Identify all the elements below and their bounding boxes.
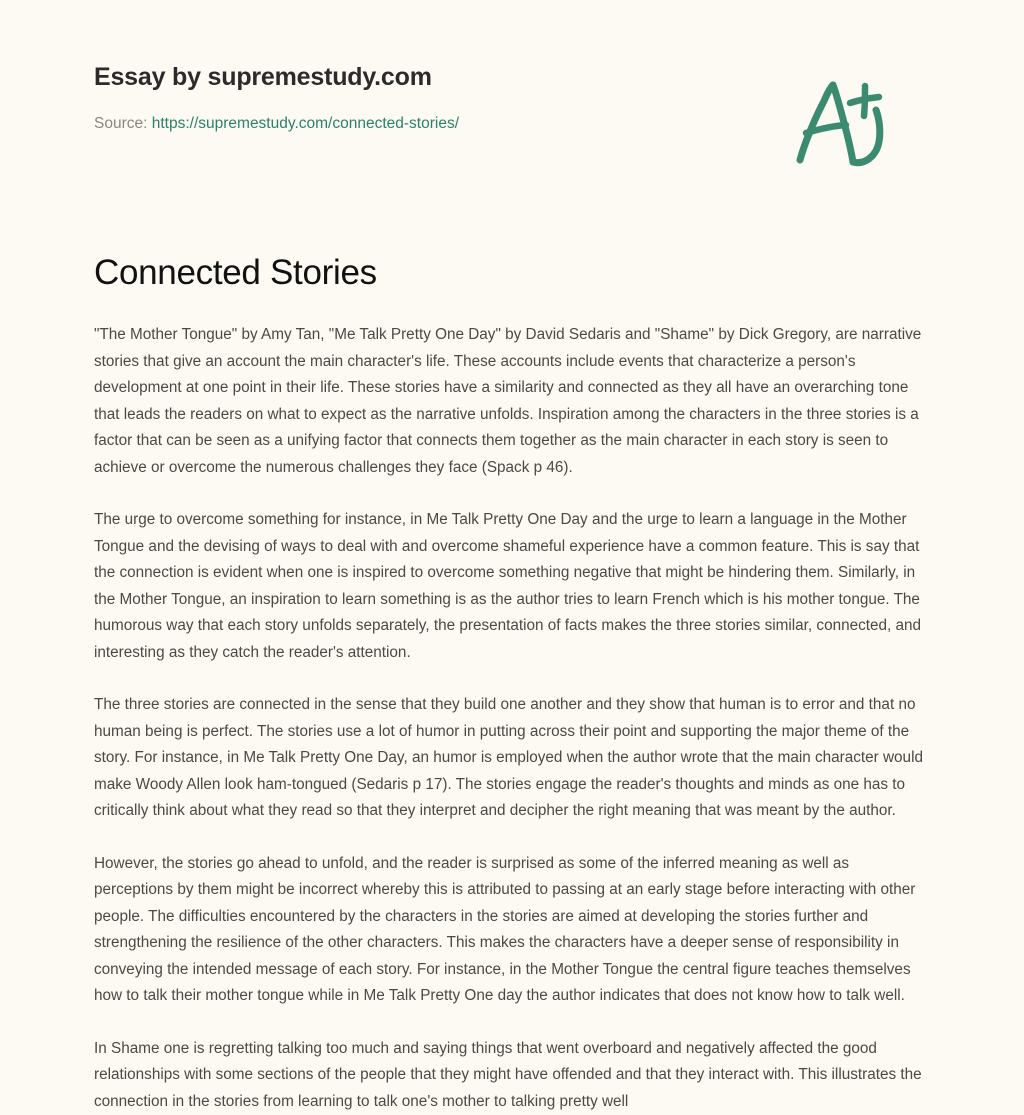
page-header xyxy=(0,0,1024,178)
page-title: Connected Stories xyxy=(94,252,930,294)
header-text-block xyxy=(94,62,459,134)
paragraph: However, the stories go ahead to unfold, and the reader is surprised as some of the inferred meaning as well as perceptions by them might be incorrect whereby this is attributed to passing at an early stage before interacting with other people. The difficulties encountered by the characters in the stories are aimed at developing the stories further and strengthening the resilience of the other characters. This makes the characters have a deeper sense of responsibility in conveying the intended message of each story. For instance, in the Mother Tongue the central figure teaches themselves how to talk their mother tongue while in Me Talk Pretty One day the author indicates that does not know how to talk well. xyxy=(94,851,930,1010)
essay-paragraphs xyxy=(94,322,930,1115)
paragraph: "The Mother Tongue" by Amy Tan, "Me Talk Pretty One Day" by David Sedaris and "Shame" by Dick Gregory, are narrative stories that give an account the main character's life. These accounts include events that characterize a person's development at one point in their life. These stories have a similarity and connected as they all have an overarching tone that leads the readers on what to expect as the narrative unfolds. Inspiration among the characters in the three stories is a factor that can be seen as a unifying factor that connects them together as the main character in each story is seen to achieve or overcome the numerous challenges they face (Spack p 46). xyxy=(94,322,930,481)
paragraph: In Shame one is regretting talking too much and saying things that went overboard and negatively affected the good relationships with some sections of the people that they might have offended and that they interact with. This illustrates the connection in the stories from learning to talk one's mother to talking pretty well xyxy=(94,1036,930,1115)
source-line xyxy=(94,114,459,134)
source-url-link[interactable]: https://supremestudy.com/connected-stories/ xyxy=(152,115,459,132)
a-plus-logo-icon xyxy=(784,68,894,178)
paragraph: The three stories are connected in the sense that they build one another and they show that human is to error and that no human being is perfect. The stories use a lot of humor in putting across their point and supporting the major theme of the story. For instance, in Me Talk Pretty One Day, an humor is employed when the author wrote that the main character would make Woody Allen look ham-tongued (Sedaris p 17). The stories engage the reader's thoughts and minds as one has to critically think about what they read so that they interpret and decipher the right meaning that was meant by the author. xyxy=(94,692,930,825)
article-body xyxy=(0,252,1024,1115)
source-label: Source: xyxy=(94,115,147,132)
essay-byline: Essay by supremestudy.com xyxy=(94,62,459,92)
paragraph: The urge to overcome something for instance, in Me Talk Pretty One Day and the urge to learn a language in the Mother Tongue and the devising of ways to deal with and overcome shameful experience have a common feature. This is say that the connection is evident when one is inspired to overcome something negative that might be hindering them. Similarly, in the Mother Tongue, an inspiration to learn something is as the author tries to learn French which is his mother tongue. The humorous way that each story unfolds separately, the presentation of facts makes the three stories similar, connected, and interesting as they catch the reader's attention. xyxy=(94,507,930,666)
a-plus-logo-svg xyxy=(784,68,894,178)
